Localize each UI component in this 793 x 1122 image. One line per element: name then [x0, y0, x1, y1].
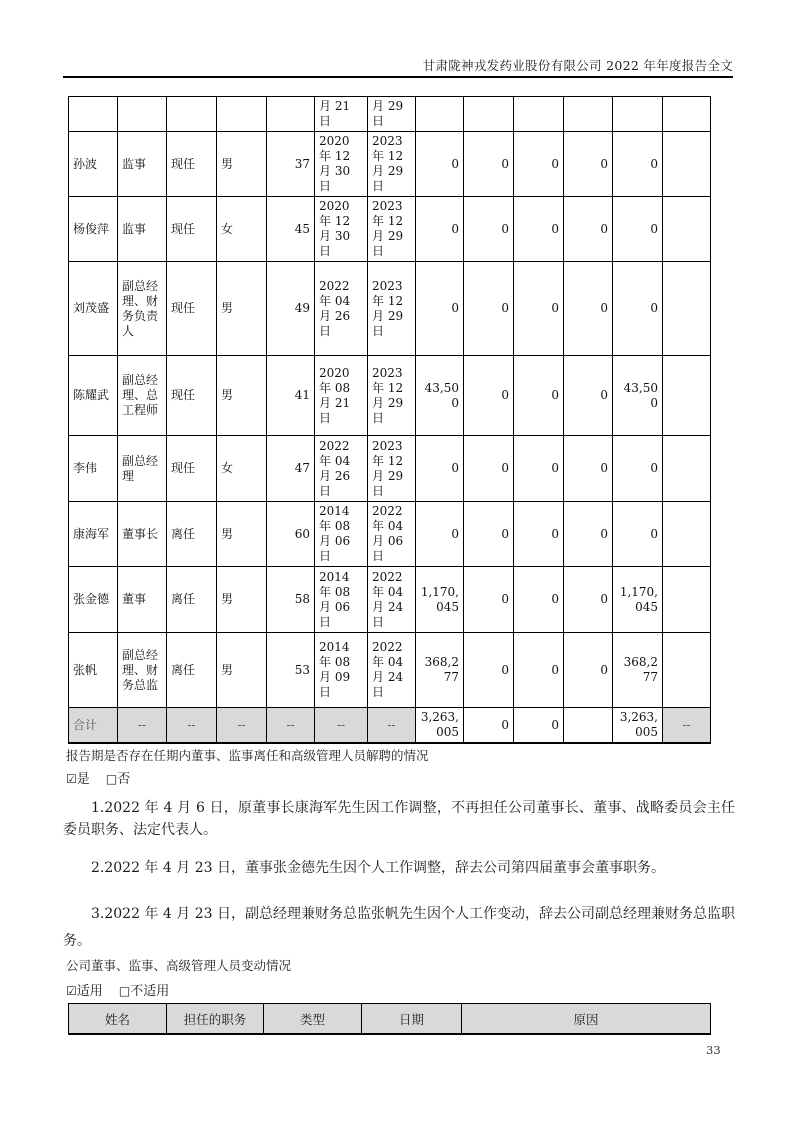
officers-cell: 0	[613, 436, 663, 502]
officers-cell: 0	[613, 262, 663, 356]
officers-cell: 现任	[167, 197, 217, 262]
officers-cell: 男	[217, 502, 267, 567]
officers-cell: 2023 年 12 月 29 日	[368, 262, 416, 356]
officers-cell: 副总经理、总工程师	[118, 356, 167, 436]
officers-cell: 0	[514, 132, 564, 197]
officers-cell: 0	[464, 708, 514, 744]
officers-cell: 0	[416, 132, 464, 197]
officers-cell: 0	[514, 356, 564, 436]
officers-cell: 368,277	[613, 633, 663, 708]
header-rule	[63, 76, 733, 78]
column-header-type: 类型	[264, 1004, 362, 1035]
option-no-label: 否	[117, 772, 131, 787]
change-section-title: 公司董事、监事、高级管理人员变动情况	[66, 958, 292, 973]
officers-cell: 0	[416, 197, 464, 262]
change-table	[68, 1003, 711, 1035]
officers-cell: 0	[514, 436, 564, 502]
officers-cell: 2023 年 12 月 29 日	[368, 132, 416, 197]
officers-cell: 0	[464, 436, 514, 502]
officers-cell: 月 21 日	[315, 97, 368, 132]
officers-cell: 49	[267, 262, 315, 356]
officers-cell: 58	[267, 567, 315, 633]
dismissal-question: 报告期是否存在任期内董事、监事离任和高级管理人员解聘的情况	[66, 748, 429, 763]
officers-row	[69, 633, 711, 708]
officers-cell: 0	[416, 262, 464, 356]
option-no	[106, 772, 130, 787]
officers-cell: --	[118, 708, 167, 744]
officers-cell: 李伟	[69, 436, 118, 502]
officers-cell: 0	[464, 197, 514, 262]
officers-cell: 3,263,005	[613, 708, 663, 744]
column-header-date: 日期	[362, 1004, 462, 1035]
officers-cell: --	[167, 708, 217, 744]
officers-cell: 董事长	[118, 502, 167, 567]
officers-row	[69, 97, 711, 132]
officers-cell: 陈耀武	[69, 356, 118, 436]
officers-cell: 0	[514, 502, 564, 567]
officers-cell: 45	[267, 197, 315, 262]
officers-cell: 2014 年 08 月 06 日	[315, 567, 368, 633]
officers-cell: --	[315, 708, 368, 744]
officers-cell: 离任	[167, 502, 217, 567]
officers-cell: 0	[464, 356, 514, 436]
officers-cell: 2022 年 04 月 24 日	[368, 567, 416, 633]
officers-cell: 监事	[118, 132, 167, 197]
option-applicable	[66, 984, 103, 999]
officers-cell: 月 29 日	[368, 97, 416, 132]
officers-cell	[464, 97, 514, 132]
officers-cell	[663, 436, 711, 502]
officers-cell: 男	[217, 567, 267, 633]
officers-cell: 副总经理、财务总监	[118, 633, 167, 708]
officers-cell: 43,500	[416, 356, 464, 436]
officers-cell: --	[217, 708, 267, 744]
officers-cell: 副总经理	[118, 436, 167, 502]
officers-cell: 53	[267, 633, 315, 708]
checkbox-checked-icon: ☑	[66, 772, 77, 786]
officers-cell	[416, 97, 464, 132]
officers-cell	[663, 502, 711, 567]
officers-cell: 现任	[167, 356, 217, 436]
officers-row	[69, 502, 711, 567]
officers-cell: --	[663, 708, 711, 744]
officers-cell: 2020 年 08 月 21 日	[315, 356, 368, 436]
officers-cell: 0	[464, 132, 514, 197]
dismissal-paragraph-1: 1.2022 年 4 月 6 日，原董事长康海军先生因工作调整，不再担任公司董事长、董事、战略委员会主任委员职务、法定代表人。	[63, 800, 735, 838]
officers-cell: 0	[613, 197, 663, 262]
officers-cell: 0	[564, 502, 613, 567]
officers-cell: 0	[564, 132, 613, 197]
change-table-header-row	[69, 1004, 711, 1035]
officers-cell: 离任	[167, 567, 217, 633]
officers-cell: 60	[267, 502, 315, 567]
officers-cell: 0	[564, 633, 613, 708]
officers-cell: 男	[217, 132, 267, 197]
officers-cell: 2023 年 12 月 29 日	[368, 356, 416, 436]
officers-cell: 现任	[167, 132, 217, 197]
officers-cell	[663, 97, 711, 132]
officers-cell: 2023 年 12 月 29 日	[368, 436, 416, 502]
header-title: 甘肃陇神戎发药业股份有限公司 2022 年年度报告全文	[422, 58, 733, 73]
officers-cell	[663, 567, 711, 633]
option-yes-label: 是	[76, 772, 90, 787]
officers-cell: --	[368, 708, 416, 744]
officers-cell: 男	[217, 633, 267, 708]
officers-row	[69, 262, 711, 356]
officers-cell: 0	[464, 633, 514, 708]
officers-cell: 2022 年 04 月 06 日	[368, 502, 416, 567]
option-yes	[66, 772, 90, 787]
officers-cell: 2023 年 12 月 29 日	[368, 197, 416, 262]
officers-cell: 0	[564, 356, 613, 436]
officers-cell: 男	[217, 356, 267, 436]
officers-cell: 0	[564, 262, 613, 356]
officers-cell: 离任	[167, 633, 217, 708]
officers-table-body	[69, 97, 711, 744]
officers-cell: 0	[564, 567, 613, 633]
officers-cell	[663, 197, 711, 262]
column-header-reason: 原因	[462, 1004, 711, 1035]
option-not-applicable	[119, 984, 169, 999]
officers-cell: 0	[514, 633, 564, 708]
officers-row	[69, 436, 711, 502]
officers-cell: 监事	[118, 197, 167, 262]
checkbox-empty-icon: □	[118, 984, 131, 998]
officers-cell: 2022 年 04 月 26 日	[315, 436, 368, 502]
officers-cell: 现任	[167, 262, 217, 356]
officers-cell: 2020 年 12 月 30 日	[315, 197, 368, 262]
officers-cell: 0	[514, 567, 564, 633]
officers-cell: 0	[464, 262, 514, 356]
officers-total-row	[69, 708, 711, 744]
officers-row	[69, 132, 711, 197]
officers-cell: 康海军	[69, 502, 118, 567]
officers-cell: 女	[217, 436, 267, 502]
officers-cell	[613, 97, 663, 132]
officers-cell: 2014 年 08 月 06 日	[315, 502, 368, 567]
column-header-position: 担任的职务	[167, 1004, 264, 1035]
officers-cell	[514, 97, 564, 132]
officers-cell	[663, 633, 711, 708]
officers-cell: 0	[464, 567, 514, 633]
column-header-name: 姓名	[69, 1004, 167, 1035]
officers-cell: 0	[416, 436, 464, 502]
officers-cell	[267, 97, 315, 132]
officers-cell: 2022 年 04 月 24 日	[368, 633, 416, 708]
officers-cell: 0	[464, 502, 514, 567]
dismissal-options	[66, 768, 142, 787]
officers-cell	[663, 132, 711, 197]
officers-row	[69, 567, 711, 633]
officers-row	[69, 356, 711, 436]
officers-table	[68, 96, 711, 744]
officers-cell: 368,277	[416, 633, 464, 708]
page-number: 33	[706, 1043, 721, 1057]
officers-cell: 合计	[69, 708, 118, 744]
officers-cell: 2014 年 08 月 09 日	[315, 633, 368, 708]
change-options	[66, 980, 181, 999]
officers-cell: 41	[267, 356, 315, 436]
officers-cell: --	[267, 708, 315, 744]
officers-cell: 孙波	[69, 132, 118, 197]
checkbox-empty-icon: □	[105, 772, 118, 786]
dismissal-paragraph-3: 3.2022 年 4 月 23 日，副总经理兼财务总监张帆先生因个人工作变动，辞去公司副总经理兼财务总监职务。	[63, 906, 735, 949]
officers-cell: 0	[564, 197, 613, 262]
officers-cell: 0	[514, 262, 564, 356]
officers-cell: 0	[514, 197, 564, 262]
officers-cell: 0	[564, 436, 613, 502]
officers-cell: 杨俊萍	[69, 197, 118, 262]
officers-cell: 2020 年 12 月 30 日	[315, 132, 368, 197]
option-not-applicable-label: 不适用	[130, 984, 170, 999]
officers-cell	[564, 97, 613, 132]
officers-cell	[167, 97, 217, 132]
officers-cell: 副总经理、财务负责人	[118, 262, 167, 356]
option-applicable-label: 适用	[76, 984, 103, 999]
checkbox-checked-icon: ☑	[66, 984, 77, 998]
officers-cell: 刘茂盛	[69, 262, 118, 356]
officers-cell	[217, 97, 267, 132]
document-header	[63, 56, 733, 74]
officers-cell: 0	[613, 132, 663, 197]
officers-cell	[663, 262, 711, 356]
officers-cell	[69, 97, 118, 132]
officers-cell: 3,263,005	[416, 708, 464, 744]
officers-cell: 43,500	[613, 356, 663, 436]
officers-cell: 37	[267, 132, 315, 197]
officers-cell: 0	[416, 502, 464, 567]
officers-cell	[564, 708, 613, 744]
officers-cell: 0	[613, 502, 663, 567]
officers-cell	[663, 356, 711, 436]
officers-cell: 张金德	[69, 567, 118, 633]
officers-cell: 1,170,045	[416, 567, 464, 633]
officers-cell: 董事	[118, 567, 167, 633]
officers-row	[69, 197, 711, 262]
officers-cell: 现任	[167, 436, 217, 502]
officers-cell: 女	[217, 197, 267, 262]
officers-cell: 1,170,045	[613, 567, 663, 633]
officers-cell	[118, 97, 167, 132]
dismissal-paragraph-2: 2.2022 年 4 月 23 日，董事张金德先生因个人工作调整，辞去公司第四届董事会董事职务。	[91, 860, 665, 876]
officers-cell: 2022 年 04 月 26 日	[315, 262, 368, 356]
officers-cell: 张帆	[69, 633, 118, 708]
officers-cell: 男	[217, 262, 267, 356]
officers-cell: 0	[514, 708, 564, 744]
officers-cell: 47	[267, 436, 315, 502]
